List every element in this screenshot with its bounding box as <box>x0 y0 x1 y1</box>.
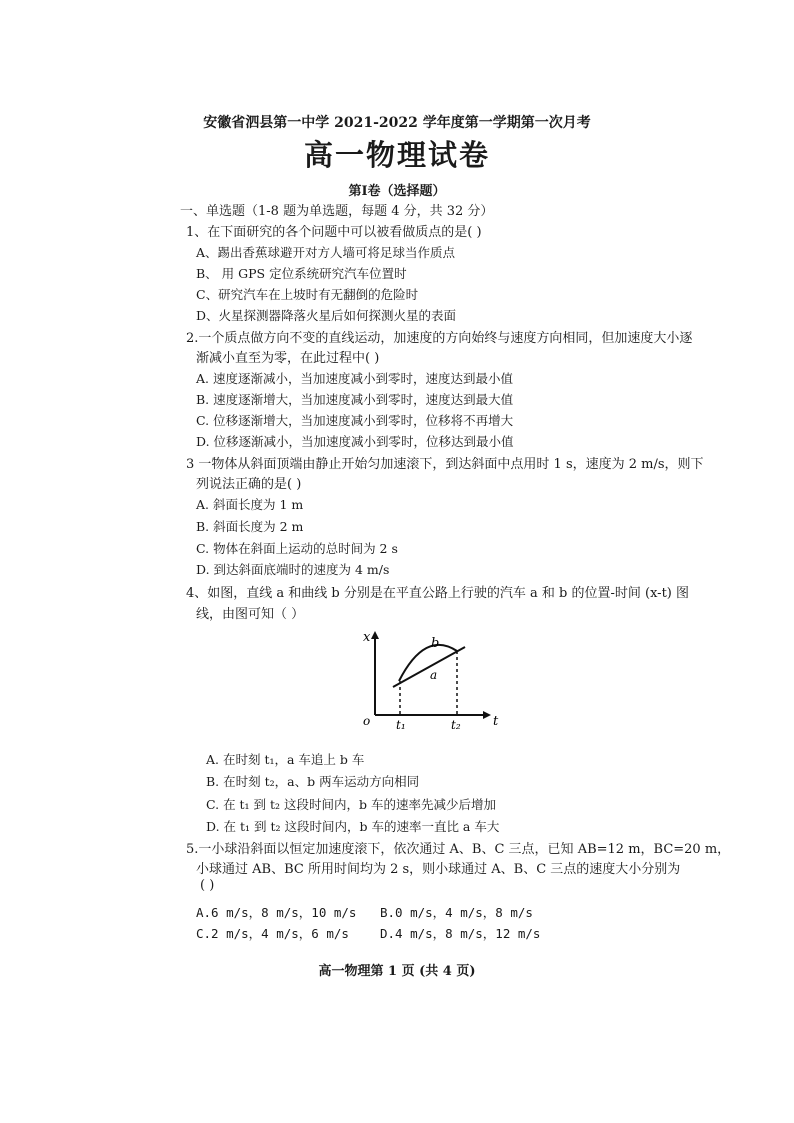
question-5-stem-line-3: ( ) <box>200 878 215 893</box>
question-4-option-d: D. 在 t₁ 到 t₂ 这段时间内，b 车的速率一直比 a 车大 <box>206 819 500 834</box>
question-3-stem-line-2: 列说法正确的是( ) <box>196 477 302 492</box>
x-t-graph <box>355 625 505 735</box>
page-footer: 高一物理第 1 页 (共 4 页) <box>318 964 476 979</box>
question-3-option-d: D. 到达斜面底端时的速度为 4 m/s <box>196 562 390 577</box>
t2-label: t₂ <box>451 718 461 732</box>
question-2-option-a: A. 速度逐渐减小，当加速度减小到零时，速度达到最小值 <box>196 371 513 386</box>
curve-b <box>399 645 457 681</box>
question-1-option-d: D、火星探测器降落火星后如何探测火星的表面 <box>196 308 457 323</box>
question-5-option-b: B.0 m/s，4 m/s，8 m/s <box>380 905 533 920</box>
question-2-stem-line-2: 渐减小直至为零，在此过程中( ) <box>196 351 380 366</box>
section-heading: 一、单选题（1-8 题为单选题，每题 4 分，共 32 分） <box>180 204 494 219</box>
question-2-option-d: D. 位移逐渐减小，当加速度减小到零时，位移达到最小值 <box>196 434 514 449</box>
origin-label: o <box>363 714 371 728</box>
t-axis-arrow <box>483 711 491 719</box>
t1-label: t₁ <box>396 718 406 732</box>
question-5-stem-line-1: 5.一小球沿斜面以恒定加速度滚下，依次通过 A、B、C 三点，已知 AB=12 m，BC=20 m， <box>186 842 731 857</box>
question-2-option-c: C. 位移逐渐增大，当加速度减小到零时，位移将不再增大 <box>196 413 514 428</box>
t-axis-label: t <box>493 714 499 729</box>
line-a-label: a <box>430 668 438 682</box>
question-3-stem-line-1: 3 一物体从斜面顶端由静止开始匀加速滚下，到达斜面中点用时 1 s，速度为 2 m/s，则下 <box>186 457 704 472</box>
line-a <box>393 647 465 687</box>
question-5-stem-line-2: 小球通过 AB、BC 所用时间均为 2 s，则小球通过 A、B、C 三点的速度大小分别为 <box>196 862 681 877</box>
question-1-option-c: C、研究汽车在上坡时有无翻倒的危险时 <box>196 287 419 302</box>
question-1-stem: 1、在下面研究的各个问题中可以被看做质点的是( ) <box>186 225 482 240</box>
question-5-option-a: A.6 m/s，8 m/s，10 m/s <box>196 905 357 920</box>
question-3-option-b: B. 斜面长度为 2 m <box>196 519 304 534</box>
school-header: 安徽省泗县第一中学 2021-2022 学年度第一学期第一次月考 <box>203 115 591 131</box>
question-3-option-c: C. 物体在斜面上运动的总时间为 2 s <box>196 541 398 556</box>
curve-b-label: b <box>431 636 440 651</box>
question-4-stem-line-2: 线，由图可知（ ） <box>196 607 305 622</box>
x-axis-label: x <box>363 630 371 645</box>
volume-label: 第Ⅰ卷（选择题） <box>348 184 446 199</box>
question-4-option-b: B. 在时刻 t₂，a、b 两车运动方向相同 <box>206 774 420 789</box>
question-4-option-c: C. 在 t₁ 到 t₂ 这段时间内，b 车的速率先减少后增加 <box>206 797 497 812</box>
question-2-stem-line-1: 2.一个质点做方向不变的直线运动，加速度的方向始终与速度方向相同，但加速度大小逐 <box>186 331 693 346</box>
question-1-option-a: A、踢出香蕉球避开对方人墙可将足球当作质点 <box>196 245 456 260</box>
question-3-option-a: A. 斜面长度为 1 m <box>196 497 304 512</box>
question-4-option-a: A. 在时刻 t₁，a 车追上 b 车 <box>206 752 365 767</box>
exam-title: 高一物理试卷 <box>303 138 490 172</box>
x-axis-arrow <box>371 631 379 639</box>
question-4-stem-line-1: 4、如图，直线 a 和曲线 b 分别是在平直公路上行驶的汽车 a 和 b 的位置-时间 (x-t) 图 <box>186 586 689 601</box>
question-5-option-c: C.2 m/s，4 m/s，6 m/s <box>196 926 349 941</box>
question-5-option-d: D.4 m/s，8 m/s，12 m/s <box>380 926 541 941</box>
question-2-option-b: B. 速度逐渐增大，当加速度减小到零时，速度达到最大值 <box>196 392 514 407</box>
question-1-option-b: B、 用 GPS 定位系统研究汽车位置时 <box>196 266 407 281</box>
